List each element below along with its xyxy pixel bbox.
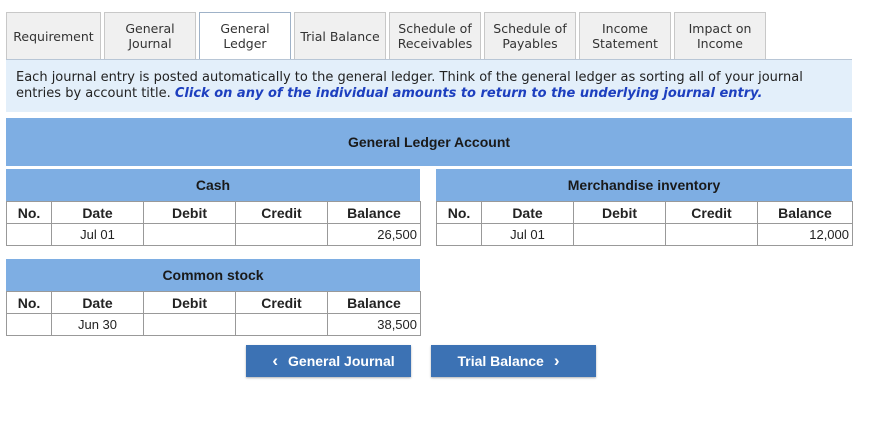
account-title: Merchandise inventory bbox=[436, 169, 852, 201]
cell-credit[interactable] bbox=[236, 224, 328, 246]
column-date: Date bbox=[52, 292, 144, 314]
account-title: Common stock bbox=[6, 259, 420, 291]
cell-credit[interactable] bbox=[236, 314, 328, 336]
cell-no bbox=[7, 314, 52, 336]
cell-date: Jun 30 bbox=[52, 314, 144, 336]
column-header-row bbox=[7, 202, 421, 224]
cell-balance: 26,500 bbox=[328, 224, 421, 246]
column-no: No. bbox=[7, 202, 52, 224]
chevron-right-icon: › bbox=[553, 351, 560, 370]
column-header-row bbox=[437, 202, 853, 224]
tab-trial-balance[interactable]: Trial Balance bbox=[294, 12, 386, 59]
table-row bbox=[7, 314, 421, 336]
column-header-row bbox=[7, 292, 421, 314]
cell-balance: 38,500 bbox=[328, 314, 421, 336]
instructions-panel bbox=[6, 60, 852, 112]
tab-schedule-of-payables[interactable]: Schedule of Payables bbox=[484, 12, 576, 59]
column-balance: Balance bbox=[758, 202, 853, 224]
next-trial-balance-button[interactable] bbox=[431, 345, 596, 377]
prev-button-label: General Journal bbox=[288, 353, 395, 369]
cell-debit[interactable] bbox=[574, 224, 666, 246]
tab-impact-on-income[interactable]: Impact on Income bbox=[674, 12, 766, 59]
column-credit: Credit bbox=[666, 202, 758, 224]
account-merchandise-inventory bbox=[436, 169, 852, 246]
tab-general-ledger[interactable]: General Ledger bbox=[199, 12, 291, 59]
tab-general-journal[interactable]: General Journal bbox=[104, 12, 196, 59]
instructions-link-text: Click on any of the individual amounts to return to the underlying journal entry. bbox=[174, 86, 763, 101]
cell-credit[interactable] bbox=[666, 224, 758, 246]
prev-general-journal-button[interactable] bbox=[246, 345, 411, 377]
instructions-text: Each journal entry is posted automatically to the general ledger. Think of the general ledger as sorting all of your journal entries by account title. bbox=[16, 70, 803, 101]
account-cash bbox=[6, 169, 420, 246]
column-balance: Balance bbox=[328, 292, 421, 314]
tab-schedule-of-receivables[interactable]: Schedule of Receivables bbox=[389, 12, 481, 59]
cell-debit[interactable] bbox=[144, 224, 236, 246]
cell-no bbox=[7, 224, 52, 246]
tab-requirement[interactable]: Requirement bbox=[6, 12, 101, 59]
column-date: Date bbox=[482, 202, 574, 224]
column-debit: Debit bbox=[574, 202, 666, 224]
account-common-stock bbox=[6, 259, 420, 336]
account-title: Cash bbox=[6, 169, 420, 201]
table-row bbox=[437, 224, 853, 246]
column-credit: Credit bbox=[236, 292, 328, 314]
column-no: No. bbox=[7, 292, 52, 314]
account-table bbox=[6, 201, 421, 246]
account-table bbox=[436, 201, 853, 246]
table-row bbox=[7, 224, 421, 246]
column-balance: Balance bbox=[328, 202, 421, 224]
chevron-left-icon: ‹ bbox=[272, 351, 279, 370]
cell-no bbox=[437, 224, 482, 246]
column-debit: Debit bbox=[144, 292, 236, 314]
cell-date: Jul 01 bbox=[482, 224, 574, 246]
cell-debit[interactable] bbox=[144, 314, 236, 336]
tab-income-statement[interactable]: Income Statement bbox=[579, 12, 671, 59]
ledger-title: General Ledger Account bbox=[6, 118, 852, 166]
column-credit: Credit bbox=[236, 202, 328, 224]
next-button-label: Trial Balance bbox=[457, 353, 544, 369]
column-date: Date bbox=[52, 202, 144, 224]
cell-date: Jul 01 bbox=[52, 224, 144, 246]
account-table bbox=[6, 291, 421, 336]
column-no: No. bbox=[437, 202, 482, 224]
column-debit: Debit bbox=[144, 202, 236, 224]
cell-balance: 12,000 bbox=[758, 224, 853, 246]
tab-bar bbox=[6, 12, 769, 59]
